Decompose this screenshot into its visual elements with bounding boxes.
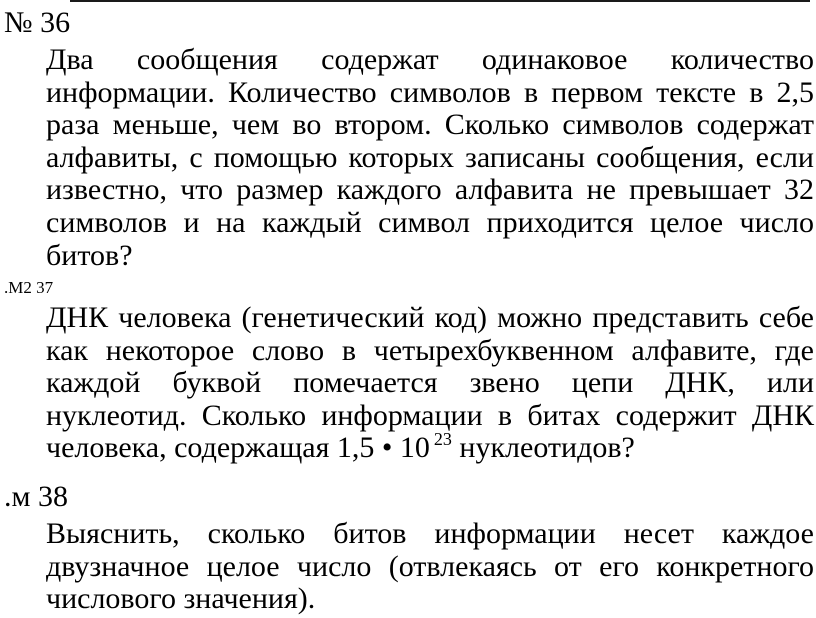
problem-38-text: Выяснить, сколько битов информации несет каждое двузначное целое число (отвлекаясь от его конкретного числового значения).	[46, 517, 814, 616]
problem-37-body-end: нуклеотидов?	[451, 431, 635, 465]
problem-37-body: ДНК человека (генетический код) можно представить себе как некоторое слово в четырехбуквенном алфавите, где каждой буквой помечается звено цепи ДНК, или нуклеотид. Сколько информации в битах содержит ДНК человека, содержащая 1,5 • 10	[46, 301, 814, 465]
problem-37-text	[46, 302, 814, 465]
problem-38-number: .м 38	[4, 480, 68, 513]
problem-36-text: Два сообщения содержат одинаковое количество информации. Количество символов в первом тексте в 2,5 раза меньше, чем во втором. Сколько символов содержат алфавиты, с помощью которых записаны сообщения, если известно, что размер каждого алфавита не превышает 32 символов и на каждый символ приходится целое число битов?	[46, 43, 814, 272]
problem-37-number: .М2 37	[4, 278, 54, 297]
top-rule	[70, 0, 810, 2]
problem-36-number: № 36	[4, 6, 71, 39]
problem-37-exponent: 23	[433, 429, 452, 450]
